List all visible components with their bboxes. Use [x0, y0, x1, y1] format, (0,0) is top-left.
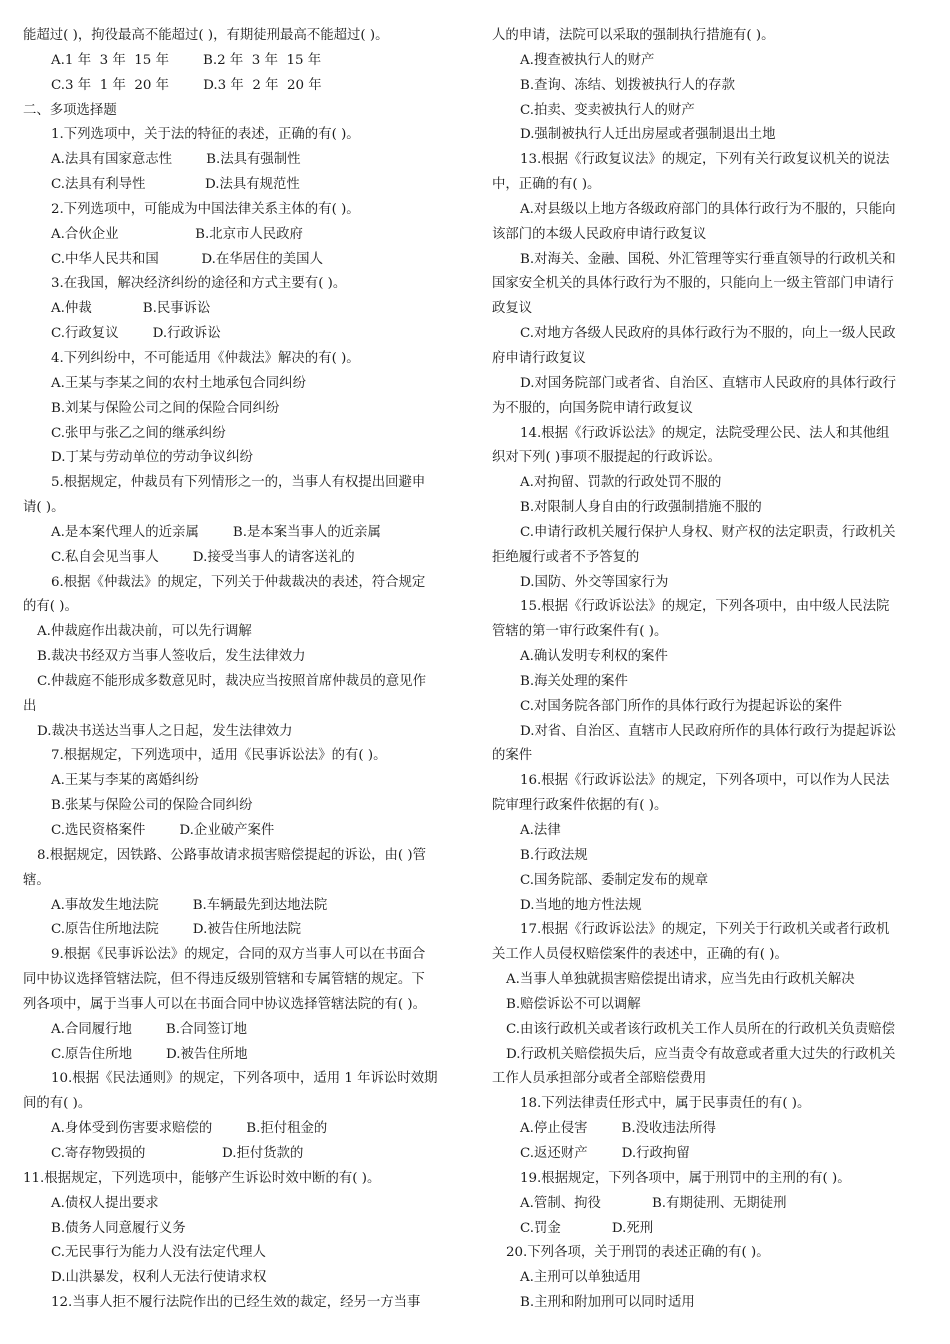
right-text-line: A.管制、拘役 B.有期徒刑、无期徒刑	[520, 1195, 787, 1211]
right-text-line: 该部门的本级人民政府申请行政复议	[492, 226, 707, 242]
right-text-line: A.搜查被执行人的财产	[520, 52, 655, 68]
left-text-line: C.行政复议 D.行政诉讼	[51, 326, 221, 342]
left-text-line: A.王某与李某之间的农村土地承包合同纠纷	[51, 375, 306, 391]
right-text-line: D.对国务院部门或者省、自治区、直辖市人民政府的具体行政行	[520, 375, 897, 391]
right-text-line: A.对拘留、罚款的行政处罚不服的	[520, 475, 722, 491]
left-text-line: A.仲裁 B.民事诉讼	[51, 301, 211, 317]
left-text-line: B.刘某与保险公司之间的保险合同纠纷	[51, 400, 280, 416]
right-text-line: B.海关处理的案件	[520, 673, 628, 689]
right-text-line: 府申请行政复议	[492, 350, 586, 366]
right-text-line: 国家安全机关的具体行政行为不服的，只能向上一级主管部门申请行	[492, 276, 894, 292]
right-text-line: D.强制被执行人迁出房屋或者强制退出土地	[520, 127, 776, 143]
left-text-line: A.合同履行地 B.合同签订地	[51, 1021, 247, 1037]
left-text-line: A.王某与李某的离婚纠纷	[51, 773, 199, 789]
left-text-line: 11.根据规定，下列选项中，能够产生诉讼时效中断的有( )。	[23, 1170, 381, 1186]
right-text-line: B.对限制人身自由的行政强制措施不服的	[520, 500, 762, 516]
right-text-line: A.确认发明专利权的案件	[520, 649, 668, 665]
left-text-line: 列各项中，属于当事人可以在书面合同中协议选择管辖法院的有( )。	[23, 996, 427, 1012]
left-text-line: B.张某与保险公司的保险合同纠纷	[51, 798, 253, 814]
left-text-line: A.债权人提出要求	[51, 1195, 159, 1211]
right-text-line: D.国防、外交等国家行为	[520, 574, 669, 590]
left-text-line: 1.下列选项中，关于法的特征的表述，正确的有( )。	[51, 127, 360, 143]
right-text-line: 的案件	[492, 748, 533, 764]
left-text-line: 6.根据《仲裁法》的规定，下列关于仲裁裁决的表述，符合规定	[51, 574, 426, 590]
right-text-line: 16.根据《行政诉讼法》的规定，下列各项中，可以作为人民法	[520, 773, 890, 789]
right-text-line: C.申请行政机关履行保护人身权、财产权的法定职责，行政机关	[520, 524, 896, 540]
left-text-line: 请( )。	[23, 500, 65, 516]
right-text-line: D.对省、自治区、直辖市人民政府所作的具体行政行为提起诉讼	[520, 723, 897, 739]
right-text-line: 拒绝履行或者不予答复的	[492, 549, 640, 565]
left-text-line: 4.下列纠纷中，不可能适用《仲裁法》解决的有( )。	[51, 350, 360, 366]
left-text-line: C.原告住所地 D.被告住所地	[51, 1046, 248, 1062]
right-text-line: A.法律	[520, 823, 561, 838]
left-text-line: 出	[23, 698, 37, 714]
right-text-line: 管辖的第一审行政案件有( )。	[492, 624, 668, 640]
left-text-line: C.私自会见当事人 D.接受当事人的请客送礼的	[51, 549, 355, 565]
left-text-line: A.身体受到伤害要求赔偿的 B.拒付租金的	[51, 1121, 328, 1137]
right-text-line: 15.根据《行政诉讼法》的规定，下列各项中，由中级人民法院	[520, 599, 890, 615]
left-text-line: A.法具有国家意志性 B.法具有强制性	[51, 152, 301, 168]
right-text-line: B.查询、冻结、划拨被执行人的存款	[520, 77, 735, 93]
left-text-line: 10.根据《民法通则》的规定，下列各项中，适用 1 年诉讼时效期	[51, 1071, 438, 1087]
left-text-line: A.是本案代理人的近亲属 B.是本案当事人的近亲属	[51, 524, 381, 540]
right-text-line: 人的申请，法院可以采取的强制执行措施有( )。	[492, 28, 775, 43]
left-text-line: C.法具有利导性 D.法具有规范性	[51, 177, 300, 193]
right-text-line: 17.根据《行政诉讼法》的规定，下列关于行政机关或者行政机	[520, 922, 890, 938]
right-text-line: C.对地方各级人民政府的具体行政行为不服的，向上一级人民政	[520, 326, 896, 342]
right-text-line: 14.根据《行政诉讼法》的规定，法院受理公民、法人和其他组	[520, 425, 890, 441]
left-text-line: 的有( )。	[23, 599, 78, 615]
right-text-line: 13.根据《行政复议法》的规定，下列有关行政复议机关的说法	[520, 152, 890, 168]
left-text-line: A.仲裁庭作出裁决前，可以先行调解	[37, 624, 252, 640]
right-text-line: 20.下列各项，关于刑罚的表述正确的有( )。	[506, 1245, 770, 1261]
left-text-line: C.中华人民共和国 D.在华居住的美国人	[51, 251, 323, 267]
left-text-line: 二、多项选择题	[23, 102, 117, 118]
right-text-line: 18.下列法律责任形式中，属于民事责任的有( )。	[520, 1096, 811, 1112]
right-text-line: 为不服的，向国务院申请行政复议	[492, 400, 693, 416]
left-text-line: 8.根据规定，因铁路、公路事故请求损害赔偿提起的诉讼，由( )管	[37, 847, 427, 863]
right-text-line: B.对海关、金融、国税、外汇管理等实行垂直领导的行政机关和	[520, 251, 896, 267]
left-text-line: 同中协议选择管辖法院，但不得违反级别管辖和专属管辖的规定。下	[23, 972, 425, 988]
left-text-line: 5.根据规定，仲裁员有下列情形之一的，当事人有权提出回避申	[51, 475, 426, 491]
left-text-line: D.丁某与劳动单位的劳动争议纠纷	[51, 450, 253, 466]
left-text-line: 7.根据规定，下列选项中，适用《民事诉讼法》的有( )。	[51, 748, 387, 764]
left-text-line: 3.在我国，解决经济纠纷的途径和方式主要有( )。	[51, 276, 347, 292]
left-text-line: 间的有( )。	[23, 1096, 92, 1112]
right-text-line: A.停止侵害 B.没收违法所得	[520, 1121, 716, 1137]
left-text-line: 2.下列选项中，可能成为中国法律关系主体的有( )。	[51, 201, 360, 217]
right-text-line: C.罚金 D.死刑	[520, 1220, 654, 1236]
right-text-line: 19.根据规定，下列各项中，属于刑罚中的主刑的有( )。	[520, 1170, 851, 1186]
left-text-line: 辖。	[23, 872, 50, 888]
right-text-line: C.对国务院各部门所作的具体行政行为提起诉讼的案件	[520, 698, 843, 714]
right-text-line: 织对下列( )事项不服提起的行政诉讼。	[492, 450, 721, 466]
left-text-line: 9.根据《民事诉讼法》的规定，合同的双方当事人可以在书面合	[51, 947, 426, 963]
right-text-line: A.主刑可以单独适用	[520, 1270, 642, 1286]
left-text-line: C.原告住所地法院 D.被告住所地法院	[51, 922, 302, 938]
left-text-line: A.事故发生地法院 B.车辆最先到达地法院	[51, 897, 328, 913]
left-text-line: C.寄存物毁损的 D.拒付货款的	[51, 1145, 304, 1161]
right-text-line: D.行政机关赔偿损失后，应当责令有故意或者重大过失的行政机关	[506, 1046, 896, 1062]
right-text-line: C.拍卖、变卖被执行人的财产	[520, 102, 695, 118]
left-text-line: A.合伙企业 B.北京市人民政府	[51, 226, 303, 242]
right-text-line: B.行政法规	[520, 847, 588, 863]
left-text-line: D.山洪暴发，权利人无法行使请求权	[51, 1270, 267, 1286]
left-text-line: D.裁决书送达当事人之日起，发生法律效力	[37, 723, 293, 739]
right-text-line: 关工作人员侵权赔偿案件的表述中，正确的有( )。	[492, 947, 788, 963]
left-text-line: C.张甲与张乙之间的继承纠纷	[51, 425, 226, 441]
right-text-line: B.主刑和附加刑可以同时适用	[520, 1295, 695, 1311]
left-text-line: B.裁决书经双方当事人签收后，发生法律效力	[37, 649, 306, 665]
right-text-line: C.由该行政机关或者该行政机关工作人员所在的行政机关负责赔偿	[506, 1021, 895, 1037]
right-text-line: B.赔偿诉讼不可以调解	[506, 996, 641, 1012]
right-text-line: D.当地的地方性法规	[520, 897, 642, 913]
right-text-line: C.返还财产 D.行政拘留	[520, 1145, 690, 1161]
right-text-line: C.国务院部、委制定发布的规章	[520, 872, 709, 888]
left-text-line: 能超过( )，拘役最高不能超过( )，有期徒刑最高不能超过( )。	[23, 28, 389, 43]
left-text-line: C.3 年 1 年 20 年 D.3 年 2 年 20 年	[51, 77, 322, 93]
right-text-line: A.对县级以上地方各级政府部门的具体行政行为不服的，只能向	[520, 201, 896, 217]
right-column	[492, 24, 928, 1316]
left-text-line: A.1 年 3 年 15 年 B.2 年 3 年 15 年	[51, 52, 322, 68]
left-text-line: C.仲裁庭不能形成多数意见时，裁决应当按照首席仲裁员的意见作	[37, 673, 426, 689]
left-text-line: C.无民事行为能力人没有法定代理人	[51, 1245, 266, 1261]
right-text-line: 政复议	[492, 301, 533, 317]
right-text-line: 院审理行政案件依据的有( )。	[492, 798, 668, 814]
left-text-line: C.选民资格案件 D.企业破产案件	[51, 823, 275, 838]
left-column	[23, 24, 459, 1316]
left-text-line: 12.当事人拒不履行法院作出的已经生效的裁定，经另一方当事	[51, 1295, 421, 1311]
right-text-line: 工作人员承担部分或者全部赔偿费用	[492, 1071, 707, 1087]
left-text-line: B.债务人同意履行义务	[51, 1220, 186, 1236]
right-text-line: A.当事人单独就损害赔偿提出请求，应当先由行政机关解决	[506, 972, 855, 988]
right-text-line: 中，正确的有( )。	[492, 177, 601, 193]
